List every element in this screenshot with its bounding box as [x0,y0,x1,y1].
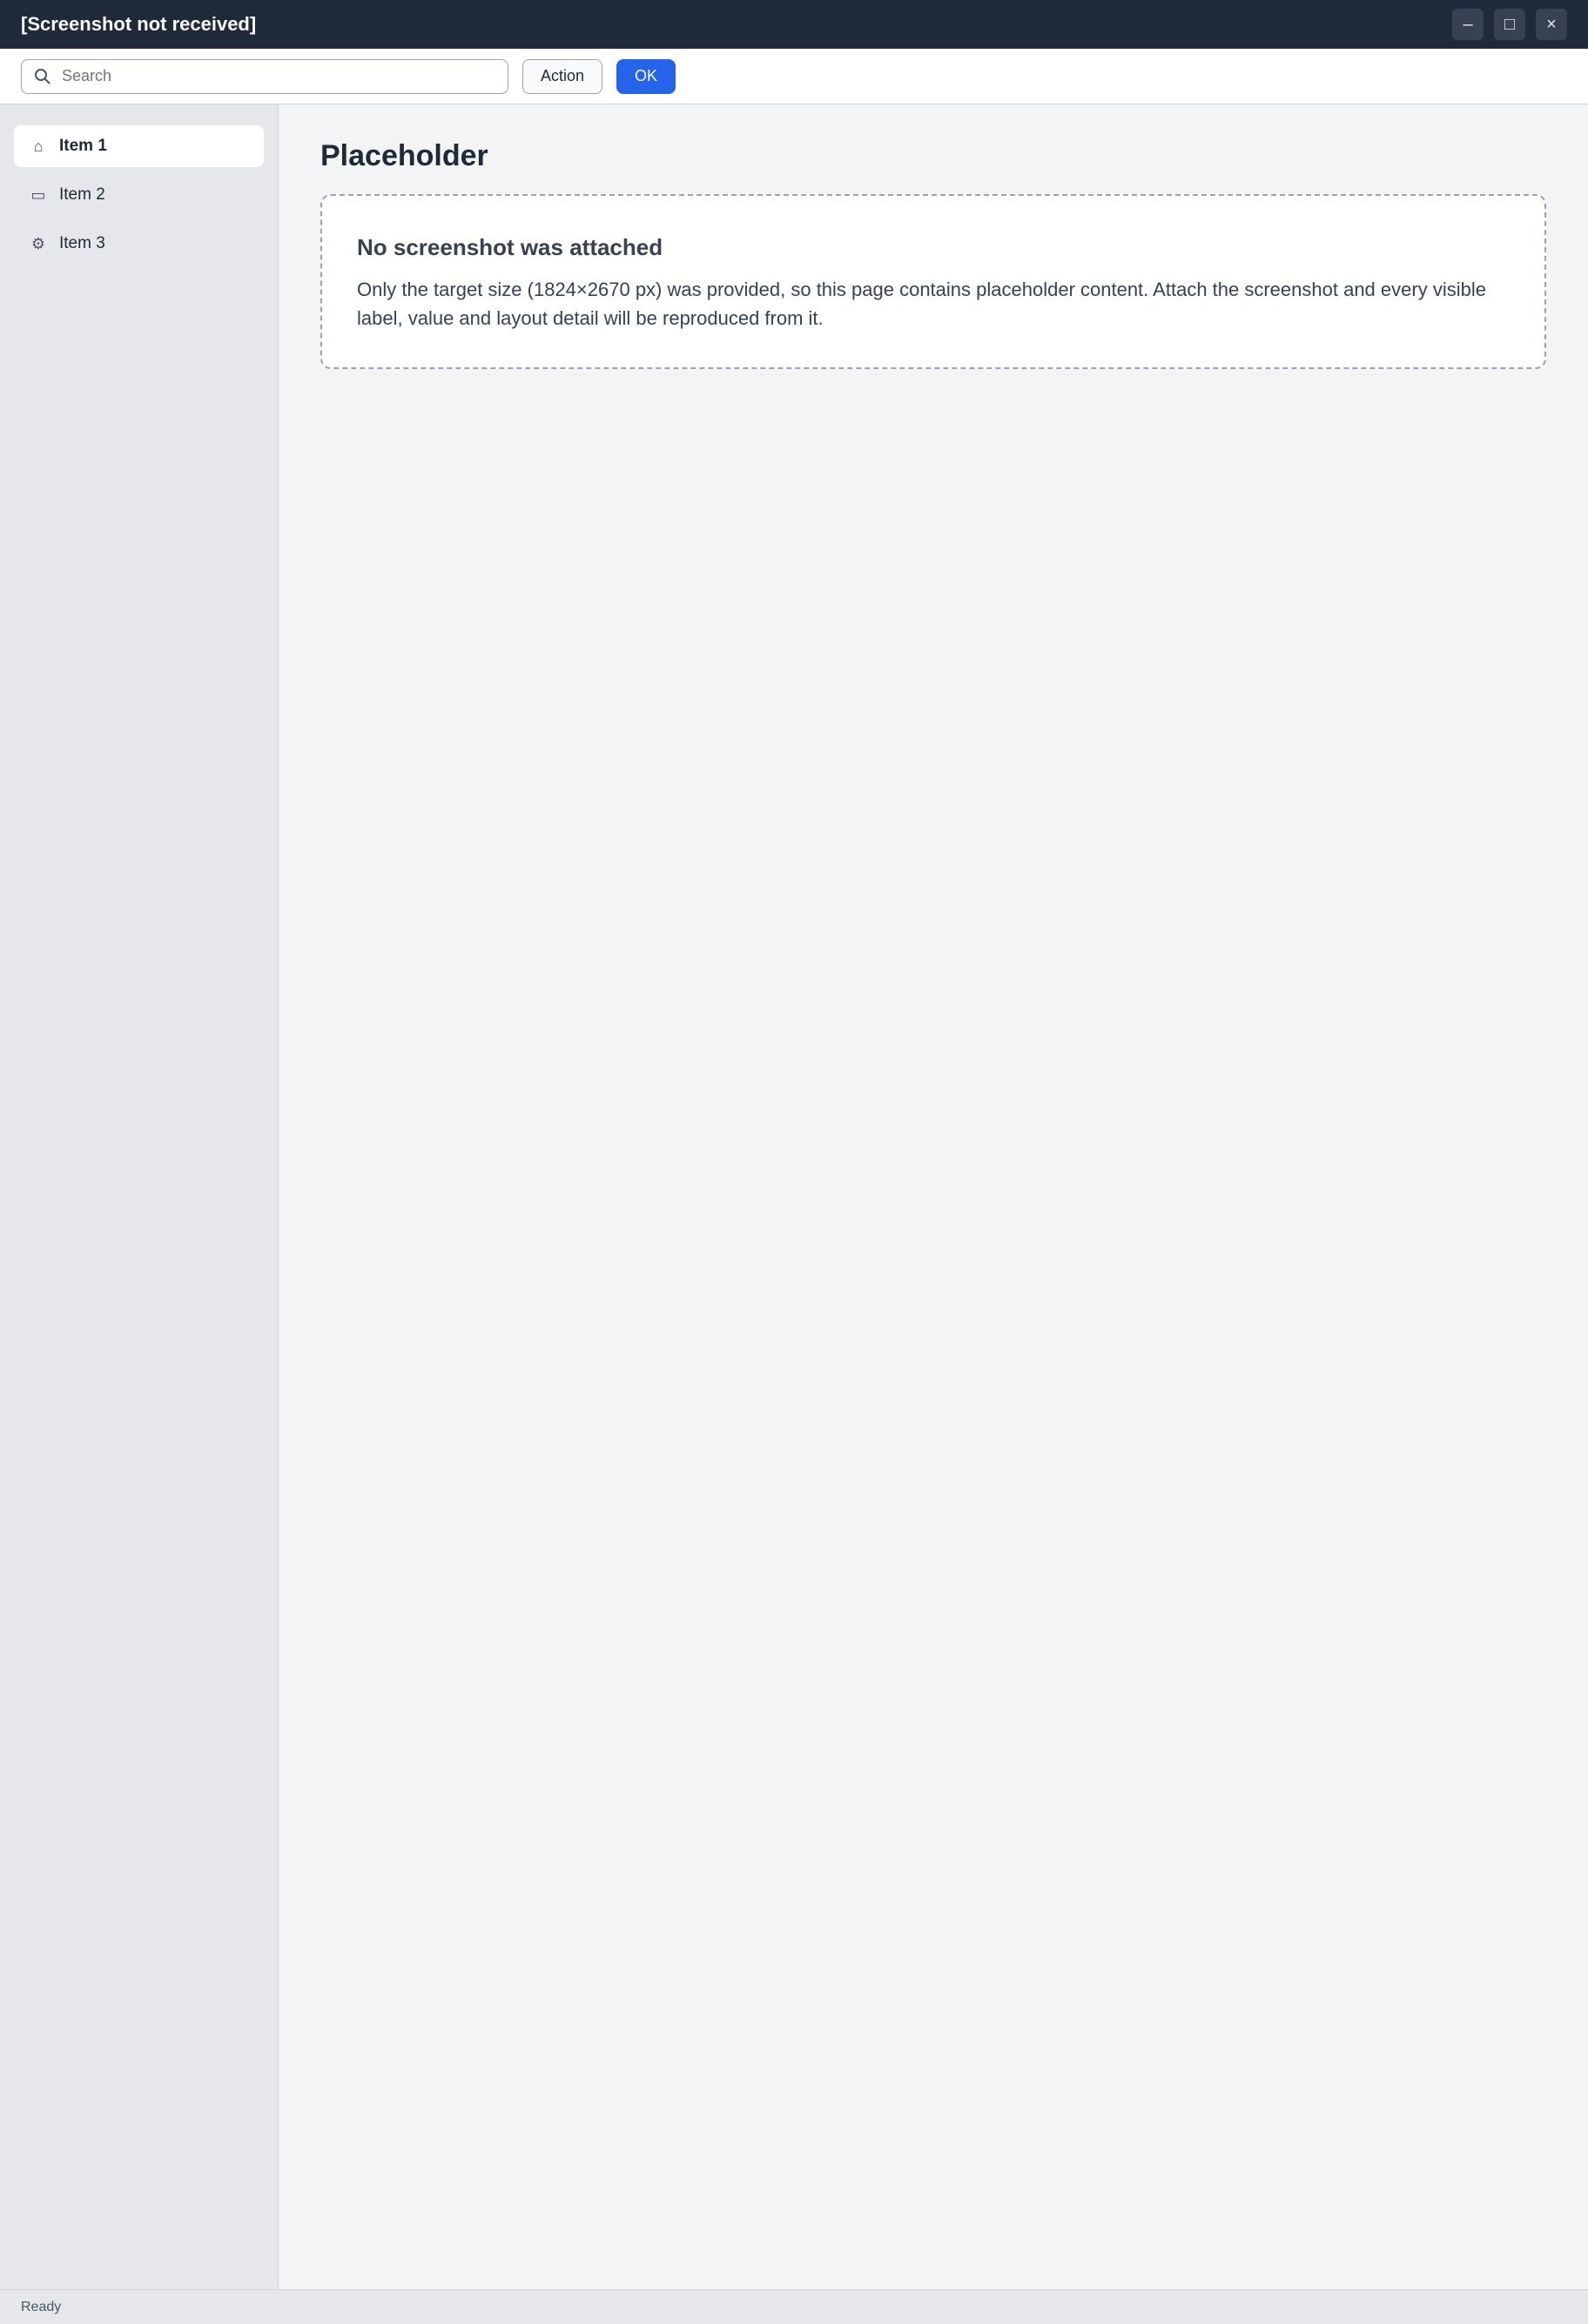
missing-screenshot-notice [320,194,1546,369]
sidebar-item-1[interactable] [14,125,264,167]
title-bar [0,0,1588,49]
content-area [0,104,1588,2289]
sidebar-item-label: Item 3 [59,234,105,252]
page-title: Placeholder [320,139,488,172]
status-text: Ready [21,2299,62,2314]
maximize-button[interactable]: □ [1494,9,1525,40]
status-bar [0,2289,1588,2324]
window-controls [1452,9,1567,40]
search-box[interactable] [21,59,508,94]
search-input[interactable] [60,66,497,86]
sidebar-item-3[interactable] [14,223,264,265]
main-panel [279,104,1588,2289]
folder-icon: ▭ [30,185,46,204]
sidebar [0,104,279,2289]
notice-body: Only the target size (1824×2670 px) was provided, so this page contains placeholder content. Attach the screenshot and every visible label, value and layout detail will be reproduced from it. [357,279,1486,329]
gear-icon: ⚙ [30,234,46,252]
sidebar-item-2[interactable] [14,174,264,216]
search-icon [32,66,53,87]
toolbar [0,49,1588,104]
primary-button[interactable]: OK [616,59,676,94]
minimize-button[interactable]: – [1452,9,1484,40]
window-title: [Screenshot not received] [21,13,257,35]
close-button[interactable]: × [1536,9,1567,40]
sidebar-item-label: Item 1 [59,137,107,155]
sidebar-item-label: Item 2 [59,185,105,204]
home-icon: ⌂ [33,137,44,155]
notice-heading: No screenshot was attached [357,234,663,260]
action-button[interactable]: Action [522,59,602,94]
